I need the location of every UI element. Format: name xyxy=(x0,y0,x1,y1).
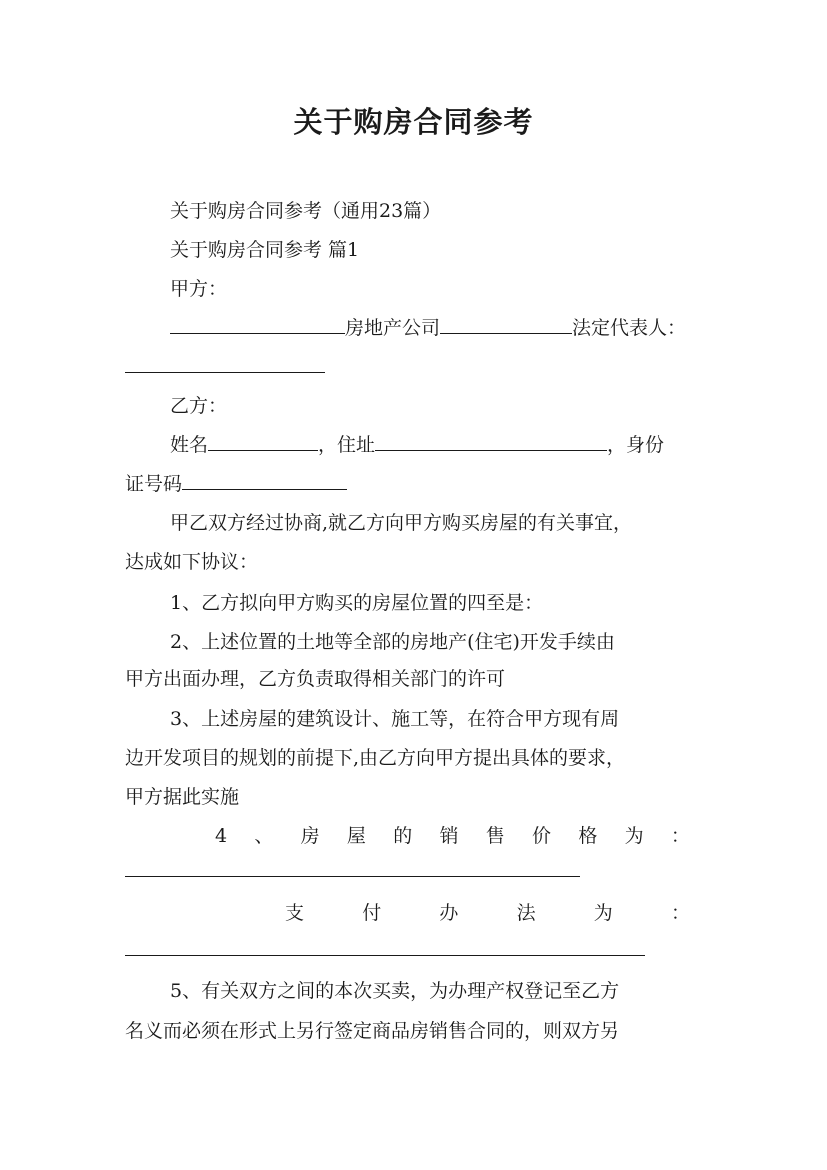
payment-blank-line xyxy=(125,937,645,963)
rep-blank-line xyxy=(125,354,325,380)
payment-char: 法 xyxy=(516,902,536,924)
clause-4-char: 售 xyxy=(485,825,505,847)
clause-4-line xyxy=(215,823,690,849)
payment-char: 办 xyxy=(439,902,459,924)
clause-4-char: ： xyxy=(670,825,690,847)
document-title: 关于购房合同参考 xyxy=(293,105,534,139)
price-blank-line xyxy=(125,858,580,884)
clause-4-char: 房 xyxy=(300,825,320,847)
name-label: 姓名 xyxy=(170,434,209,456)
blank-field xyxy=(208,432,318,451)
payment-char: 支 xyxy=(285,902,305,924)
party-a-rep: 法定代表人： xyxy=(572,317,687,339)
blank-field xyxy=(182,471,347,490)
clause-4-char: 4 xyxy=(215,825,228,847)
payment-char: 付 xyxy=(362,902,382,924)
clause-4-char: 格 xyxy=(578,825,598,847)
party-a-label: 甲方： xyxy=(170,278,228,300)
clause-4-char: 销 xyxy=(439,825,459,847)
id-line xyxy=(125,471,347,497)
clause-5-line-2: 名义而必须在形式上另行签定商品房销售合同的，则双方另 xyxy=(125,1020,620,1042)
clause-3-line-1: 3、上述房屋的建筑设计、施工等，在符合甲方现有周 xyxy=(170,708,620,730)
party-a-line xyxy=(170,315,686,341)
intro-line-1: 甲乙双方经过协商,就乙方向甲方购买房屋的有关事宜， xyxy=(170,512,633,534)
id-label-cont: 证号码 xyxy=(125,473,183,495)
subtitle: 关于购房合同参考（通用23篇） xyxy=(170,200,442,222)
clause-4-char: 屋 xyxy=(346,825,366,847)
blank-field xyxy=(125,937,645,956)
blank-field xyxy=(125,354,325,373)
clause-2-line-2: 甲方出面办理，乙方负责取得相关部门的许可 xyxy=(125,668,506,690)
party-b-line xyxy=(170,432,664,458)
section-heading: 关于购房合同参考 篇1 xyxy=(170,239,360,261)
payment-char: ： xyxy=(670,902,690,924)
party-b-label: 乙方： xyxy=(170,395,228,417)
party-a-company: 房地产公司 xyxy=(345,317,441,339)
clause-2-line-1: 2、上述位置的土地等全部的房地产(住宅)开发手续由 xyxy=(170,631,615,653)
intro-line-2: 达成如下协议： xyxy=(125,551,259,573)
blank-field xyxy=(125,858,580,877)
payment-char: 为 xyxy=(593,902,613,924)
clause-4-char: 、 xyxy=(254,825,274,847)
clause-4-char: 为 xyxy=(624,825,644,847)
address-label: ，住址 xyxy=(318,434,376,456)
payment-line xyxy=(285,900,690,926)
blank-field xyxy=(375,432,607,451)
clause-4-char: 的 xyxy=(393,825,413,847)
blank-field xyxy=(440,315,572,334)
clause-4-char: 价 xyxy=(532,825,552,847)
clause-1: 1、乙方拟向甲方购买的房屋位置的四至是： xyxy=(170,592,544,614)
clause-3-line-3: 甲方据此实施 xyxy=(125,786,240,808)
blank-field xyxy=(170,315,345,334)
clause-5-line-1: 5、有关双方之间的本次买卖，为办理产权登记至乙方 xyxy=(170,980,620,1002)
id-label: ，身份 xyxy=(607,434,665,456)
clause-3-line-2: 边开发项目的规划的前提下,由乙方向甲方提出具体的要求， xyxy=(125,747,626,769)
